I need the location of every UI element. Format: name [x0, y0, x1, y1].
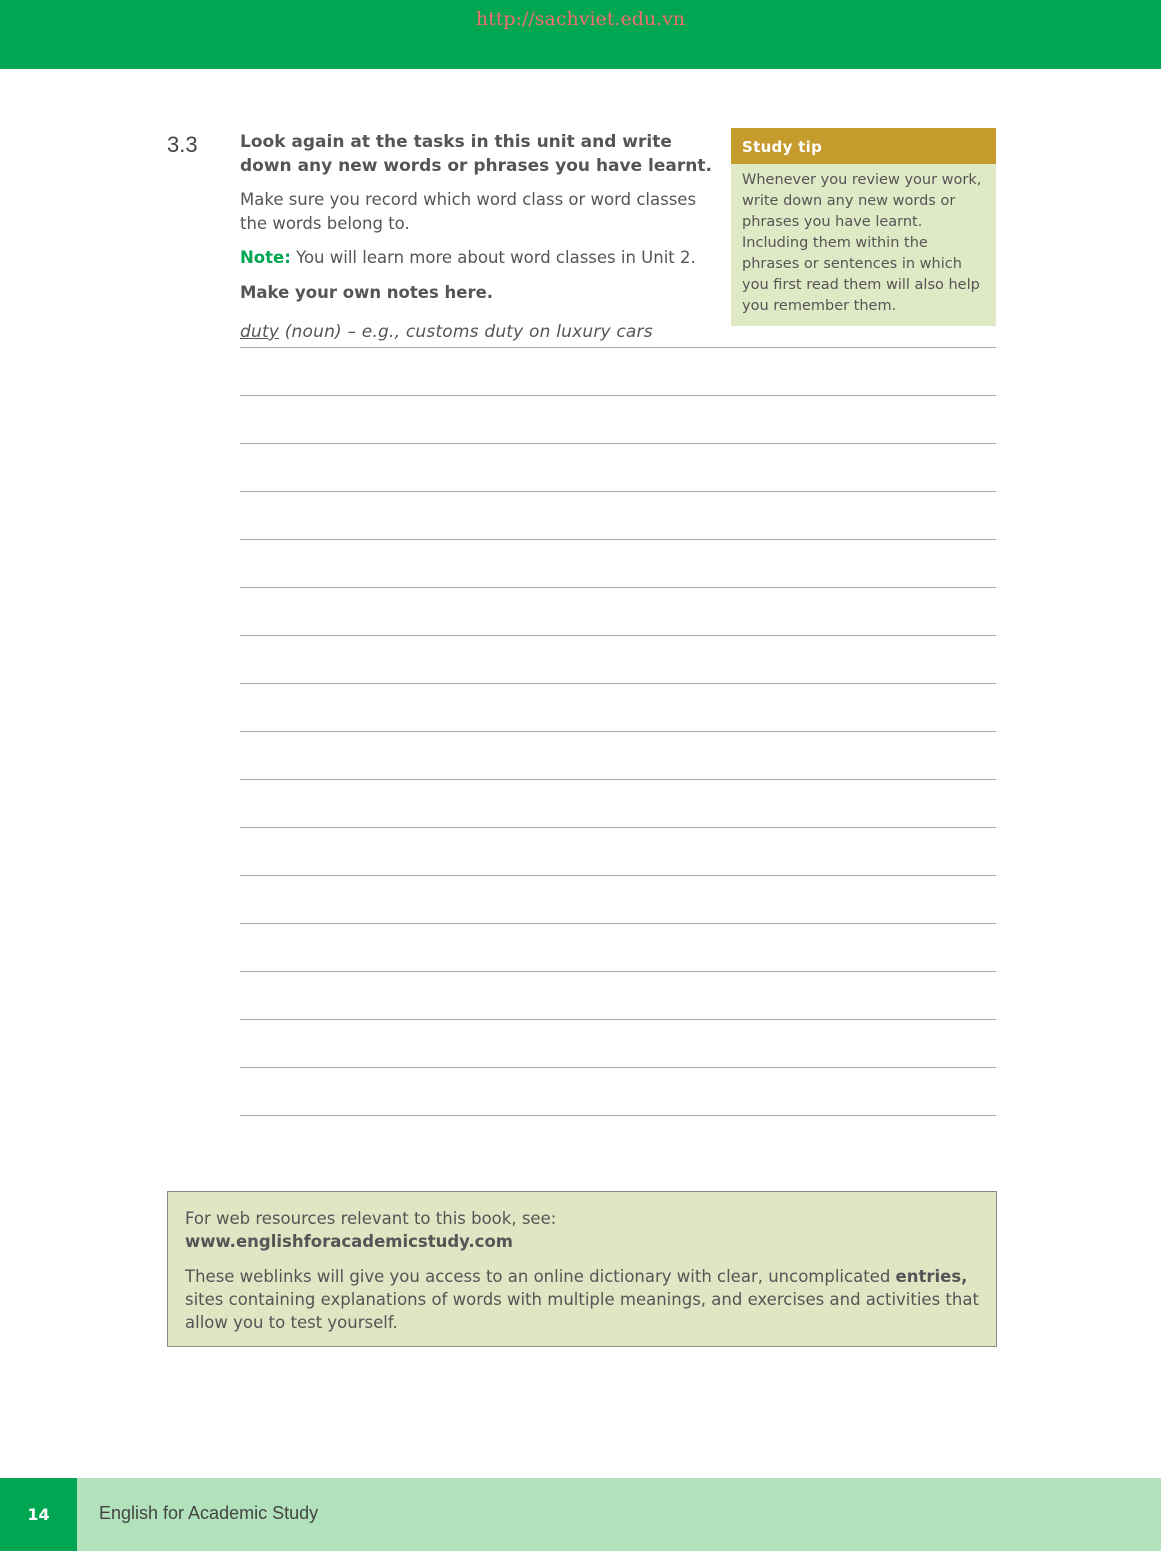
study-tip-box — [731, 128, 996, 326]
study-tip-text: Whenever you review your work, write down any new words or phrases you have learnt. Including them within the phrases or sentences in which you first read them will also help you remember them. — [742, 172, 982, 314]
web-resources-url[interactable]: www.englishforacademicstudy.com — [185, 1232, 513, 1251]
web-resources-intro: For web resources relevant to this book, see: — [185, 1209, 557, 1228]
web-resources-description — [185, 1265, 979, 1334]
web-resources-box — [167, 1191, 997, 1347]
description-start: These weblinks will give you access to an online dictionary with clear, uncomplicated — [185, 1267, 891, 1286]
page-number: 14 — [0, 1478, 77, 1551]
book-title: English for Academic Study — [99, 1503, 319, 1523]
writing-lines[interactable] — [240, 347, 996, 1127]
handwritten-example — [240, 322, 653, 342]
note-text: You will learn more about word classes in Unit 2. — [296, 248, 696, 267]
exercise-heading: Look again at the tasks in this unit and write down any new words or phrases you have learnt. — [240, 132, 712, 176]
exercise-note — [240, 246, 720, 270]
study-tip-title: Study tip — [731, 128, 996, 164]
note-label: Note: — [240, 248, 291, 267]
exercise-instruction: Make sure you record which word class or word classes the words belong to. — [240, 190, 697, 233]
site-url[interactable]: http://sachviet.edu.vn — [475, 8, 686, 30]
description-end: sites containing explanations of words with multiple meanings, and exercises and activities that allow you to test yourself. — [185, 1290, 979, 1332]
exercise-number: 3.3 — [167, 132, 198, 157]
example-definition: (noun) – e.g., customs duty on luxury cars — [284, 322, 653, 342]
example-word: duty — [240, 322, 280, 342]
description-bold: entries, — [895, 1267, 968, 1286]
notes-prompt: Make your own notes here. — [240, 283, 494, 302]
